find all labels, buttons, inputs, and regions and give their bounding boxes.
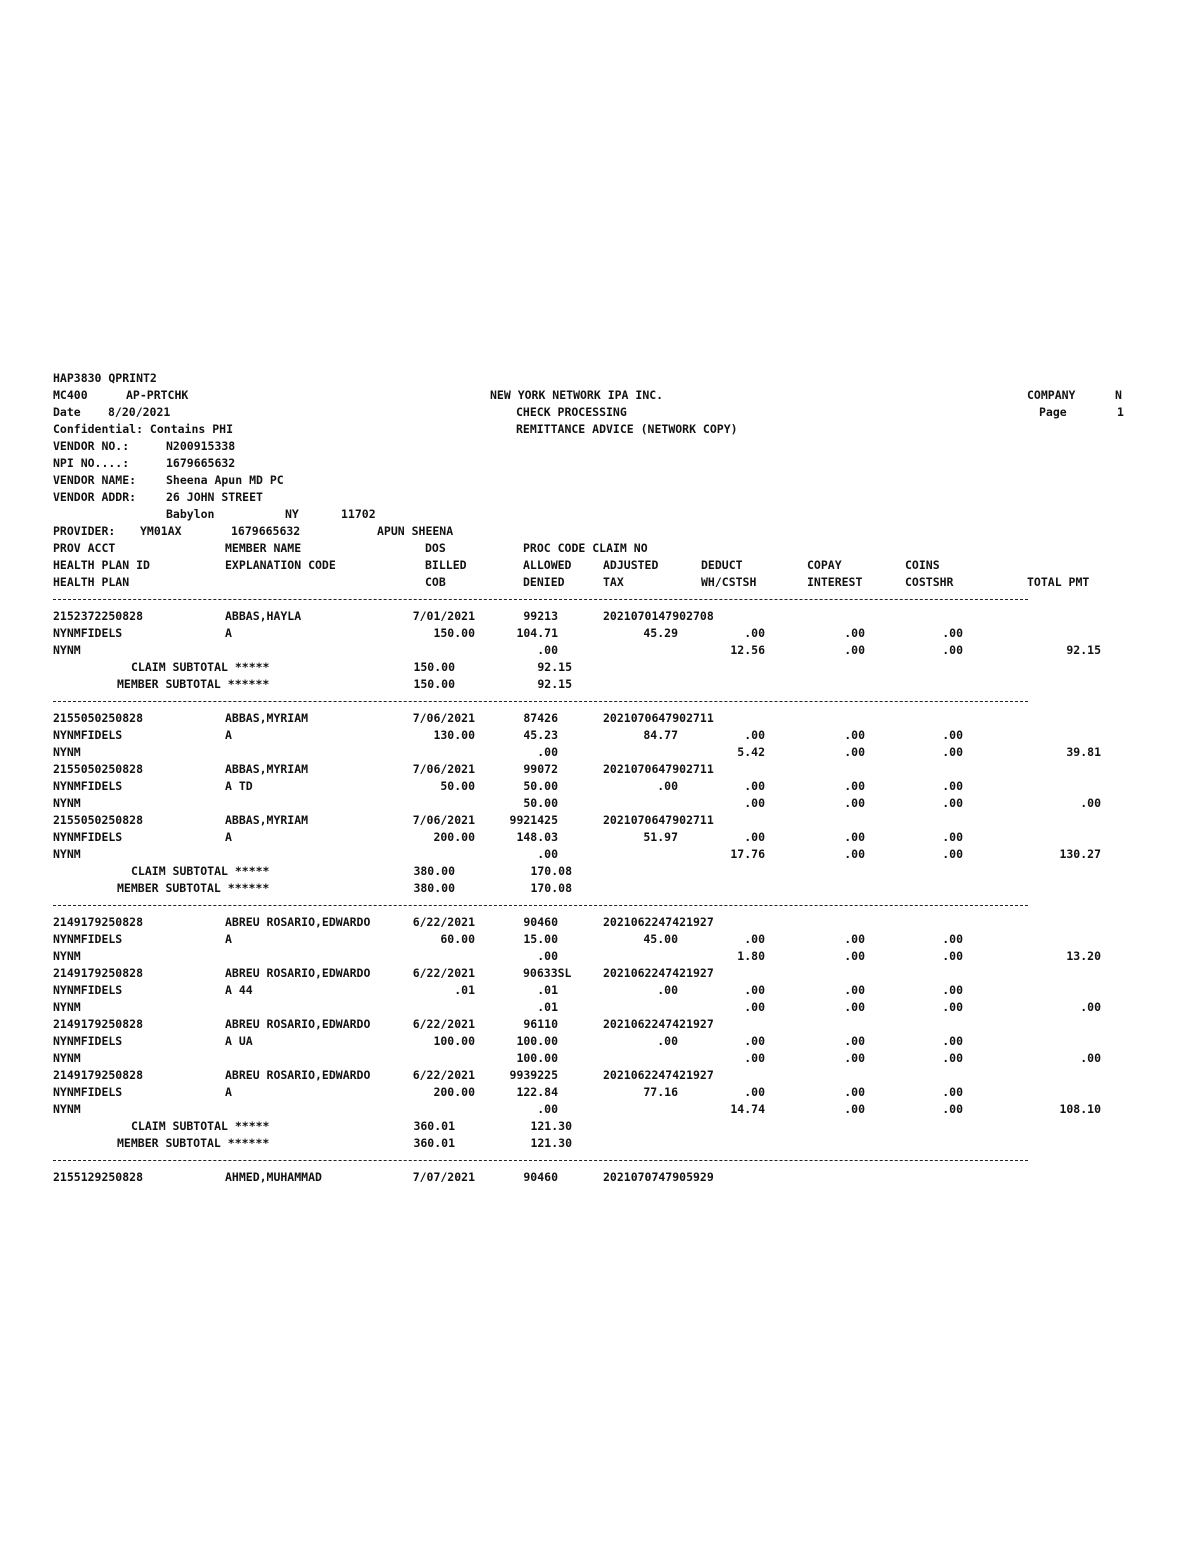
claim-line: [53, 931, 1143, 948]
cell: 2021062247421927: [603, 915, 714, 929]
claim-line: [53, 625, 1143, 642]
cell: .00: [942, 1102, 963, 1116]
cell: .00: [844, 1051, 865, 1065]
vendor-name: Sheena Apun MD PC: [166, 473, 284, 487]
column-label: COSTSHR: [905, 575, 954, 589]
program-id: HAP3830 QPRINT2: [53, 371, 157, 385]
cell: 90460: [523, 915, 558, 929]
claim-line: [53, 948, 1143, 965]
column-label: ADJUSTED: [603, 558, 659, 572]
cell: 7/07/2021: [412, 1170, 475, 1184]
cell: 51.97: [643, 830, 678, 844]
provider-name: APUN SHEENA: [377, 524, 454, 538]
column-label: DOS: [425, 541, 446, 555]
column-label: WH/CSTSH: [701, 575, 757, 589]
cell: .00: [844, 728, 865, 742]
cell: 17.76: [730, 847, 765, 861]
cell: 50.00: [440, 779, 475, 793]
cell: 45.23: [523, 728, 558, 742]
claim-line: [53, 1169, 1143, 1186]
column-header-row-3: [53, 574, 1143, 591]
cell: 87426: [523, 711, 558, 725]
cell: 2155129250828: [53, 1170, 144, 1184]
cell: NYNM: [53, 847, 81, 861]
cell: .00: [744, 1000, 765, 1014]
separator-line: [53, 1152, 1143, 1169]
cell: .00: [744, 796, 765, 810]
cell: .00: [744, 983, 765, 997]
separator-line: [53, 693, 1143, 710]
cell: 104.71: [516, 626, 558, 640]
cell: ABREU ROSARIO,EDWARDO: [225, 1068, 371, 1082]
subtotal-label: MEMBER SUBTOTAL ******: [117, 1136, 270, 1150]
member-subtotal: [53, 676, 1143, 693]
cell: NYNMFIDELS: [53, 779, 123, 793]
cell: NYNM: [53, 1000, 81, 1014]
cell: .00: [942, 796, 963, 810]
cell: 2155050250828: [53, 711, 144, 725]
cell: .00: [844, 779, 865, 793]
cell: ABREU ROSARIO,EDWARDO: [225, 915, 371, 929]
cell: .00: [844, 643, 865, 657]
cell: 90633SL: [523, 966, 572, 980]
claim-line: [53, 1067, 1143, 1084]
cell: NYNMFIDELS: [53, 983, 123, 997]
cell: 2021070147902708: [603, 609, 714, 623]
cell: NYNM: [53, 1102, 81, 1116]
cell: ABBAS,HAYLA: [225, 609, 302, 623]
cell: 2021070747905929: [603, 1170, 714, 1184]
cell: .00: [537, 949, 558, 963]
subtotal-billed: 380.00: [413, 864, 455, 878]
claim-line: [53, 812, 1143, 829]
cell: .00: [942, 1000, 963, 1014]
cell: 108.10: [1059, 1102, 1101, 1116]
cell: 1.80: [737, 949, 765, 963]
cell: 2021062247421927: [603, 1017, 714, 1031]
subtotal-billed: 360.01: [413, 1119, 455, 1133]
claim-line: [53, 778, 1143, 795]
cell: .00: [744, 830, 765, 844]
cell: NYNMFIDELS: [53, 728, 123, 742]
cell: .00: [744, 932, 765, 946]
cell: .00: [844, 796, 865, 810]
cell: ABBAS,MYRIAM: [225, 813, 309, 827]
column-label: BILLED: [425, 558, 467, 572]
cell: 6/22/2021: [412, 1068, 475, 1082]
column-header-row-1: [53, 540, 1143, 557]
cell: 9939225: [509, 1068, 558, 1082]
cell: 148.03: [516, 830, 558, 844]
cell: 99072: [523, 762, 558, 776]
cell: ABREU ROSARIO,EDWARDO: [225, 966, 371, 980]
cell: NYNM: [53, 949, 81, 963]
column-label: HEALTH PLAN: [53, 575, 130, 589]
cell: .00: [844, 983, 865, 997]
cell: 15.00: [523, 932, 558, 946]
cell: .00: [942, 830, 963, 844]
cell: .00: [942, 643, 963, 657]
subtotal-billed: 380.00: [413, 881, 455, 895]
cell: 77.16: [643, 1085, 678, 1099]
cell: 99213: [523, 609, 558, 623]
cell: .00: [537, 643, 558, 657]
column-label: INTEREST: [807, 575, 863, 589]
provider-id: YM01AX: [140, 524, 182, 538]
cell: 84.77: [643, 728, 678, 742]
cell: .00: [844, 1000, 865, 1014]
subtotal-label: MEMBER SUBTOTAL ******: [117, 881, 270, 895]
date-label: Date: [53, 405, 81, 419]
claim-line: [53, 608, 1143, 625]
cell: .00: [657, 983, 678, 997]
cell: A UA: [225, 1034, 253, 1048]
npi-label: NPI NO....:: [53, 456, 130, 470]
subtotal-allowed: 170.08: [530, 881, 572, 895]
column-label: COB: [425, 575, 446, 589]
claim-line: [53, 710, 1143, 727]
claim-line: [53, 795, 1143, 812]
cell: .00: [744, 1051, 765, 1065]
cell: 90460: [523, 1170, 558, 1184]
form-code: MC400: [53, 388, 88, 402]
cell: A: [225, 830, 232, 844]
cell: A: [225, 728, 232, 742]
cell: NYNMFIDELS: [53, 932, 123, 946]
npi-no: 1679665632: [166, 456, 236, 470]
cell: 14.74: [730, 1102, 765, 1116]
column-label: DEDUCT: [701, 558, 743, 572]
cell: 60.00: [440, 932, 475, 946]
cell: .00: [744, 779, 765, 793]
claim-subtotal: [53, 659, 1143, 676]
cell: .00: [537, 847, 558, 861]
company-value: N: [1115, 388, 1122, 402]
subtotal-billed: 150.00: [413, 660, 455, 674]
cell: A 44: [225, 983, 253, 997]
cell: 150.00: [433, 626, 475, 640]
confidential-notice: Confidential: Contains PHI: [53, 422, 234, 436]
cell: NYNM: [53, 1051, 81, 1065]
cell: .00: [537, 1102, 558, 1116]
cell: .00: [1080, 1000, 1101, 1014]
subtotal-allowed: 121.30: [530, 1119, 572, 1133]
cell: .00: [744, 1034, 765, 1048]
cell: .00: [942, 1034, 963, 1048]
cell: 200.00: [433, 830, 475, 844]
claim-line: [53, 965, 1143, 982]
vendor-name-label: VENDOR NAME:: [53, 473, 137, 487]
cell: 5.42: [737, 745, 765, 759]
member-subtotal: [53, 1135, 1143, 1152]
separator-line: [53, 591, 1143, 608]
cell: 2021070647902711: [603, 711, 714, 725]
cell: 130.27: [1059, 847, 1101, 861]
cell: ABBAS,MYRIAM: [225, 711, 309, 725]
cell: .00: [657, 1034, 678, 1048]
cell: 7/06/2021: [412, 762, 475, 776]
cell: 2152372250828: [53, 609, 144, 623]
doc-title: REMITTANCE ADVICE (NETWORK COPY): [516, 422, 738, 436]
page-label: Page: [1039, 405, 1067, 419]
cell: .00: [942, 626, 963, 640]
cell: 12.56: [730, 643, 765, 657]
claim-line: [53, 982, 1143, 999]
claim-subtotal: [53, 863, 1143, 880]
cell: ABBAS,MYRIAM: [225, 762, 309, 776]
claim-line: [53, 1101, 1143, 1118]
vendor-addr-label: VENDOR ADDR:: [53, 490, 137, 504]
claim-line: [53, 914, 1143, 931]
cell: A TD: [225, 779, 253, 793]
cell: .00: [537, 745, 558, 759]
subtotal-label: MEMBER SUBTOTAL ******: [117, 677, 270, 691]
cell: 6/22/2021: [412, 966, 475, 980]
cell: .00: [942, 1051, 963, 1065]
cell: 7/06/2021: [412, 711, 475, 725]
claim-line: [53, 1050, 1143, 1067]
cell: 9921425: [509, 813, 558, 827]
subtotal-allowed: 121.30: [530, 1136, 572, 1150]
cell: 2149179250828: [53, 966, 144, 980]
cell: 2149179250828: [53, 915, 144, 929]
cell: 6/22/2021: [412, 915, 475, 929]
cell: NYNM: [53, 643, 81, 657]
cell: .00: [844, 1085, 865, 1099]
column-label: DENIED: [523, 575, 565, 589]
cell: 2021070647902711: [603, 762, 714, 776]
column-header-row-2: [53, 557, 1143, 574]
column-label: TAX: [603, 575, 624, 589]
cell: .00: [942, 847, 963, 861]
cell: 96110: [523, 1017, 558, 1031]
cell: NYNMFIDELS: [53, 1085, 123, 1099]
cell: .01: [537, 1000, 558, 1014]
subtotal-allowed: 92.15: [537, 677, 572, 691]
company-label: COMPANY: [1027, 388, 1076, 402]
column-label: COINS: [905, 558, 940, 572]
claim-line: [53, 846, 1143, 863]
column-label: PROV ACCT: [53, 541, 116, 555]
subtotal-label: CLAIM SUBTOTAL *****: [131, 1119, 270, 1133]
cell: .00: [844, 830, 865, 844]
claim-line: [53, 727, 1143, 744]
cell: 2149179250828: [53, 1068, 144, 1082]
separator-line: [53, 897, 1143, 914]
dept-name: CHECK PROCESSING: [516, 405, 627, 419]
claim-line: [53, 829, 1143, 846]
cell: .00: [942, 779, 963, 793]
column-label: ALLOWED: [523, 558, 572, 572]
cell: .00: [942, 1085, 963, 1099]
cell: NYNM: [53, 745, 81, 759]
claim-line: [53, 1033, 1143, 1050]
column-label: EXPLANATION CODE: [225, 558, 336, 572]
column-label: MEMBER NAME: [225, 541, 302, 555]
provider-npi: 1679665632: [231, 524, 301, 538]
claim-line: [53, 1016, 1143, 1033]
cell: 92.15: [1066, 643, 1101, 657]
cell: NYNMFIDELS: [53, 1034, 123, 1048]
cell: 100.00: [516, 1034, 558, 1048]
cell: 45.29: [643, 626, 678, 640]
vendor-no: N200915338: [166, 439, 236, 453]
cell: ABREU ROSARIO,EDWARDO: [225, 1017, 371, 1031]
cell: .00: [744, 1085, 765, 1099]
cell: .00: [844, 847, 865, 861]
cell: 122.84: [516, 1085, 558, 1099]
claim-line: [53, 642, 1143, 659]
cell: 200.00: [433, 1085, 475, 1099]
cell: 45.00: [643, 932, 678, 946]
claim-subtotal: [53, 1118, 1143, 1135]
cell: .00: [657, 779, 678, 793]
cell: NYNM: [53, 796, 81, 810]
cell: .00: [942, 745, 963, 759]
cell: 2021070647902711: [603, 813, 714, 827]
claim-line: [53, 744, 1143, 761]
column-label: PROC CODE CLAIM NO: [523, 541, 648, 555]
cell: .00: [844, 932, 865, 946]
cell: A: [225, 932, 232, 946]
cell: 2021062247421927: [603, 1068, 714, 1082]
vendor-zip: 11702: [341, 507, 376, 521]
cell: .00: [744, 728, 765, 742]
column-label: COPAY: [807, 558, 842, 572]
cell: .00: [942, 983, 963, 997]
cell: 100.00: [433, 1034, 475, 1048]
cell: A: [225, 626, 232, 640]
cell: .00: [844, 949, 865, 963]
cell: NYNMFIDELS: [53, 830, 123, 844]
cell: .01: [454, 983, 475, 997]
cell: .00: [844, 1102, 865, 1116]
cell: 50.00: [523, 796, 558, 810]
cell: 100.00: [516, 1051, 558, 1065]
column-label: TOTAL PMT: [1027, 575, 1090, 589]
cell: 2021062247421927: [603, 966, 714, 980]
subtotal-label: CLAIM SUBTOTAL *****: [131, 660, 270, 674]
cell: .01: [537, 983, 558, 997]
claim-line: [53, 1084, 1143, 1101]
report-date: 8/20/2021: [108, 405, 171, 419]
cell: 2149179250828: [53, 1017, 144, 1031]
cell: 50.00: [523, 779, 558, 793]
cell: .00: [1080, 1051, 1101, 1065]
vendor-addr: 26 JOHN STREET: [166, 490, 263, 504]
cell: .00: [844, 745, 865, 759]
claim-line: [53, 761, 1143, 778]
cell: 130.00: [433, 728, 475, 742]
cell: .00: [844, 1034, 865, 1048]
cell: A: [225, 1085, 232, 1099]
provider-label: PROVIDER:: [53, 524, 116, 538]
column-header: [53, 540, 1143, 591]
page-value: 1: [1117, 405, 1124, 419]
cell: .00: [942, 932, 963, 946]
cell: 39.81: [1066, 745, 1101, 759]
remittance-report: [53, 370, 1143, 1186]
cell: 7/01/2021: [412, 609, 475, 623]
cell: 6/22/2021: [412, 1017, 475, 1031]
subtotal-billed: 150.00: [413, 677, 455, 691]
vendor-no-label: VENDOR NO.:: [53, 439, 130, 453]
cell: NYNMFIDELS: [53, 626, 123, 640]
claim-rows: [53, 591, 1143, 1186]
member-subtotal: [53, 880, 1143, 897]
column-label: HEALTH PLAN ID: [53, 558, 150, 572]
cell: 7/06/2021: [412, 813, 475, 827]
cell: 2155050250828: [53, 813, 144, 827]
cell: .00: [744, 626, 765, 640]
cell: .00: [942, 728, 963, 742]
vendor-state: NY: [285, 507, 299, 521]
job-name: AP-PRTCHK: [126, 388, 189, 402]
cell: 2155050250828: [53, 762, 144, 776]
cell: .00: [1080, 796, 1101, 810]
subtotal-allowed: 92.15: [537, 660, 572, 674]
cell: .00: [844, 626, 865, 640]
cell: .00: [942, 949, 963, 963]
cell: AHMED,MUHAMMAD: [225, 1170, 322, 1184]
subtotal-billed: 360.01: [413, 1136, 455, 1150]
claim-line: [53, 999, 1143, 1016]
vendor-city: Babylon: [166, 507, 215, 521]
org-name: NEW YORK NETWORK IPA INC.: [490, 388, 664, 402]
subtotal-allowed: 170.08: [530, 864, 572, 878]
subtotal-label: CLAIM SUBTOTAL *****: [131, 864, 270, 878]
cell: 13.20: [1066, 949, 1101, 963]
